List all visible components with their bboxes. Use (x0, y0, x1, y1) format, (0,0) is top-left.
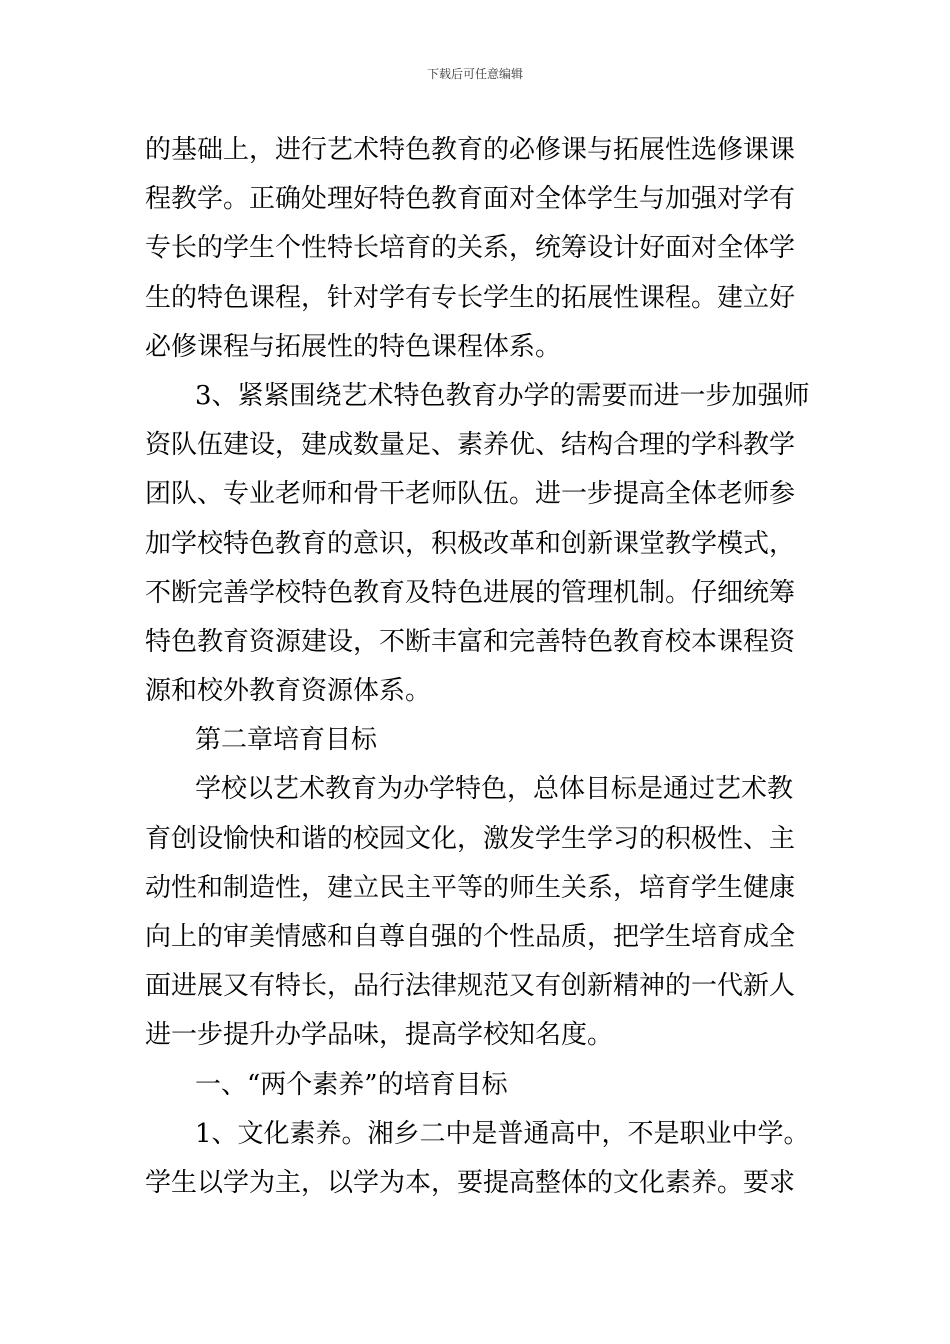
text-line: 学生以学为主，以学为本，要提高整体的文化素养。要求 (145, 1167, 796, 1198)
text-line: 源和校外教育资源体系。 (145, 676, 432, 707)
text-line: 育创设愉快和谐的校园文化，激发学生学习的积极性、主 (145, 823, 796, 854)
text-line: 向上的审美情感和自尊自强的个性品质，把学生培育成全 (145, 922, 796, 952)
text-line: 加学校特色教育的意识，积极改革和创新课堂教学模式， (145, 528, 796, 559)
text-line: 程教学。正确处理好特色教育面对全体学生与加强对学有 (145, 184, 796, 215)
text-line: 团队、专业老师和骨干老师队伍。进一步提高全体老师参 (145, 479, 796, 510)
text-line: 专长的学生个性特长培育的关系，统筹设计好面对全体学 (145, 233, 796, 264)
section-heading: 一、“两个素养”的培育目标 (195, 1069, 508, 1100)
text-line: 必修课程与拓展性的特色课程体系。 (145, 331, 562, 362)
document-body (145, 126, 810, 1208)
text-line: 面进展又有特长，品行法律规范又有创新精神的一代新人 (145, 971, 796, 1002)
text-line: 进一步提升办学品味，提高学校知名度。 (145, 1020, 614, 1051)
paragraph-start-line: 学校以艺术教育为办学特色，总体目标是通过艺术教 (195, 774, 794, 805)
text-line: 特色教育资源建设，不断丰富和完善特色教育校本课程资 (145, 626, 796, 657)
chapter-heading: 第二章培育目标 (195, 725, 378, 756)
page-header: 下载后可任意编辑 (426, 67, 523, 81)
text-line: 资队伍建设，建成数量足、素养优、结构合理的学科教学 (145, 430, 796, 461)
paragraph-start-line: 1、文化素养。湘乡二中是普通高中，不是职业中学。 (195, 1118, 810, 1149)
text-line: 动性和制造性，建立民主平等的师生关系，培育学生健康 (145, 872, 796, 903)
text-line: 的基础上，进行艺术特色教育的必修课与拓展性选修课课 (145, 135, 796, 165)
text-line: 生的特色课程，针对学有专长学生的拓展性课程。建立好 (145, 282, 796, 313)
paragraph-start-line: 3、紧紧围绕艺术特色教育办学的需要而进一步加强师 (195, 380, 810, 411)
text-line: 不断完善学校特色教育及特色进展的管理机制。仔细统筹 (145, 577, 796, 608)
